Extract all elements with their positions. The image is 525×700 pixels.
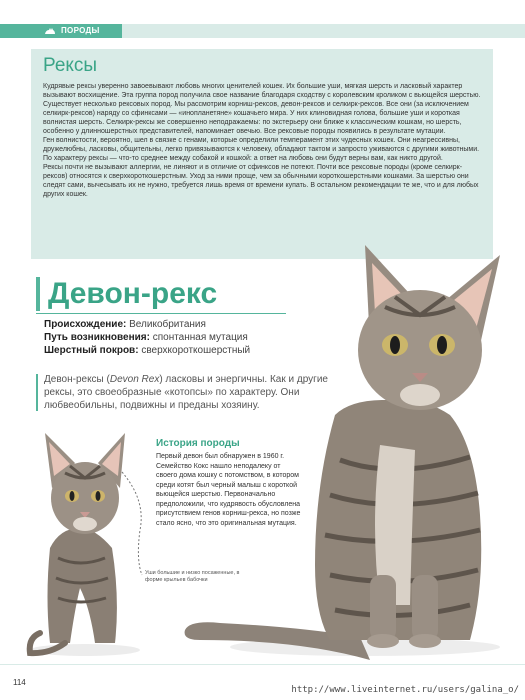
- intro-body: [43, 82, 483, 199]
- callout-leader-line: [120, 470, 150, 580]
- lead-latin-name: Devon Rex: [109, 374, 160, 385]
- lead-accent-bar: [36, 374, 38, 411]
- heading-accent-bar: [36, 277, 40, 311]
- fact-label: Происхождение:: [44, 319, 127, 330]
- intro-paragraph: Рексы почти не вызывают аллергии, не линяют и в отличие от сфинксов не потеют. Почти все рексовые породы (кроме селкирк-рексов) относятся к сверхкороткошерстным. Уход за ними проще, чем за обычными короткошерстными кошками. За шерстью они следят сами, вычесывать их не нужно, требуется лишь время от времени купать. В остальном рекомендации те же, что и для любых других кошек.: [43, 164, 479, 198]
- fact-value: Великобритания: [129, 319, 206, 330]
- cat-silhouette-icon: [44, 27, 56, 35]
- history-title: История породы: [156, 438, 240, 449]
- fact-value: спонтанная мутация: [152, 332, 248, 343]
- lead-text: ) ласковы и энергичны. Как и другие рексы, это своеобразные «котопсы» по характеру. Они любвеобильны, подвижны и преданы хозяину.: [44, 374, 328, 411]
- adult-cat-photo: [180, 245, 510, 660]
- section-label: ПОРОДЫ: [61, 26, 100, 35]
- fact-label: Шерстный покров:: [44, 345, 139, 356]
- intro-box: [31, 49, 493, 259]
- lead-text: Девон-рексы (: [44, 374, 110, 385]
- page-number: 114: [13, 678, 26, 687]
- fact-value: сверхкороткошерстный: [141, 345, 251, 356]
- section-tab: [0, 24, 122, 38]
- breed-title: Девон-рекс: [48, 277, 218, 310]
- ear-callout: Уши большие и низко посаженные, в форме крыльев бабочки: [145, 570, 240, 583]
- watermark-url: http://www.liveinternet.ru/users/galina_o/: [291, 685, 519, 695]
- intro-title: Рексы: [43, 55, 98, 76]
- section-header-bar: [0, 24, 525, 38]
- intro-paragraph: Ген волнистости, вероятно, шел в связке с генами, которые определили темперамент этих чудесных кошек. Они неагрессивны, дружелюбны, ласковы, общительны, легко привязываются к человеку, обладают тактом и запросто уживаются с другими животными. По характеру рексы — что-то среднее между собакой и кошкой: а ответ на любовь они будут верны вам, как никто другой.: [43, 137, 480, 162]
- intro-paragraph: Кудрявые рексы уверенно завоевывают любовь многих ценителей кошек. Их большие уши, мягкая шерсть и ласковый характер вызывают восхищение. Эта группа пород получила свое название благодаря сходству с королевским кроликом с вьющейся шерстью.: [43, 83, 481, 99]
- footer-rule: [0, 664, 525, 665]
- history-body: Первый девон был обнаружен в 1960 г. Семейство Кокс нашло неподалеку от своего дома кошку с потомством, в котором среди котят был черный малыш с короткой вьющейся шерстью. Первоначально предположили, что кудрявость обусловлена присутствием генов корниш-рекса, но позже стало ясно, что это оригинальная мутация.: [156, 453, 301, 527]
- fact-label: Путь возникновения:: [44, 332, 150, 343]
- intro-paragraph: Существует несколько рексовых пород. Мы рассмотрим корниш-рексов, девон-рексов и селкирк-рексов. Все они (за исключением селкирк-рексов) наряду со сфинксами — «инопланетяне» кошачьего мира. У них клиновидная голова, большие уши и короткая волнистая шерсть. Селкирк-рексы же совершенно неподражаемы: по экстерьеру они ближе к классическим кошкам, но шерсть, особенно у длинношерстных представителей, напоминает овечью. Все рексовые породы появились в результате мутации.: [43, 101, 469, 135]
